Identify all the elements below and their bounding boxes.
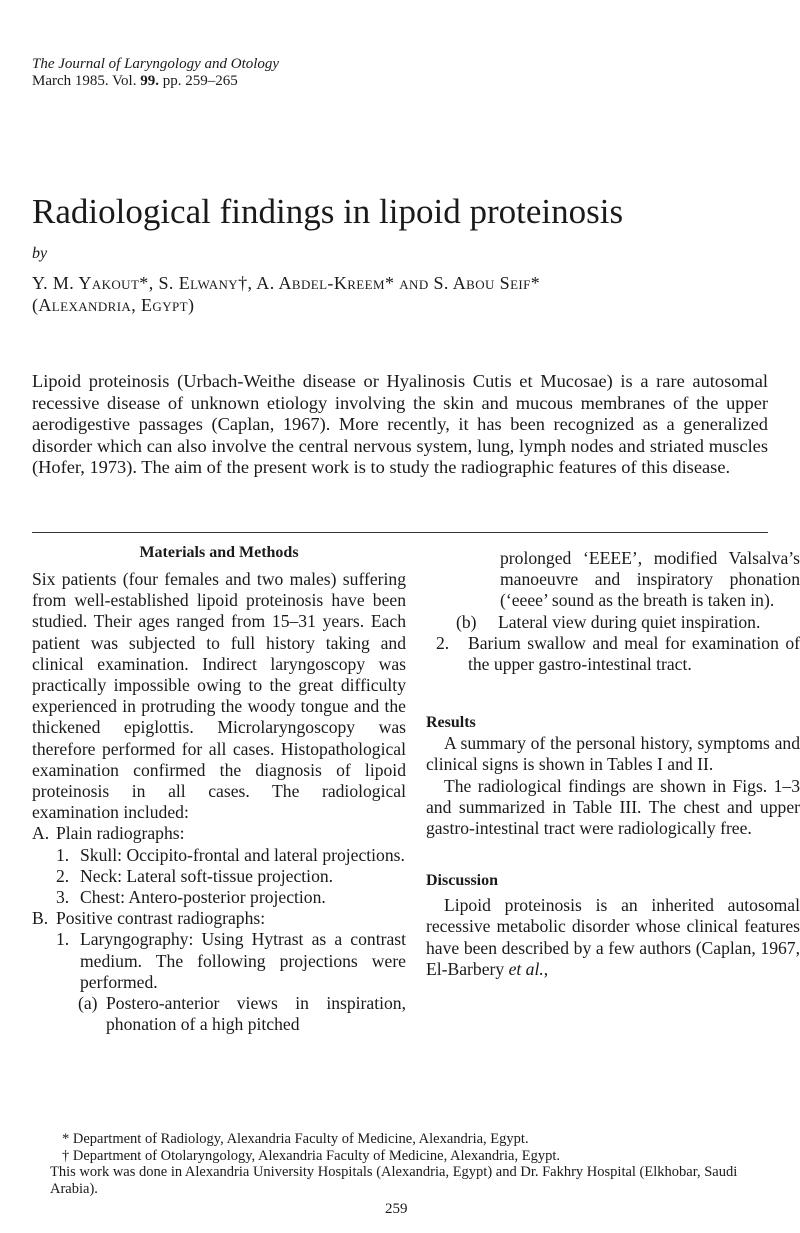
list-item-A2: 2. Neck: Lateral soft-tissue projection. xyxy=(56,865,334,886)
list-item-B2: 2. Barium swallow and meal for examination of the upper gastro-intestinal tract. xyxy=(436,632,800,675)
methods-paragraph: Six patients (four females and two males) suffering from well-established lipoid proteinosis have been studied. Their ages ranged from 15–31 years. Each patient was subjected to full history taking and clinical examination. Indirect laryngoscopy was practically impossible owing to the great difficulty experienced in protruding the woody tongue and the thickened epiglottis. Microlaryngoscopy was therefore performed for all cases. Histopathological examination confirmed the diagnosis of lipoid proteinosis in all cases. The radiological examination included: xyxy=(32,569,406,823)
list-item-B1a-continued: prolonged ‘EEEE’, modified Valsalva’s manoeuvre and inspiratory phonation (‘eeee’ sound as the breath is taken in). xyxy=(500,548,800,611)
abstract: Lipoid proteinosis (Urbach-Weithe disease or Hyalinosis Cutis et Mucosae) is a rare autosomal recessive disease of unknown etiology involving the skin and mucous membranes of the upper aerodigestive passages (Caplan, 1967). More recently, it has been recognized as a generalized disorder which can also involve the central nervous system, lung, lymph nodes and striated muscles (Hofer, 1973). The aim of the present work is to study the radiographic features of this disease. xyxy=(32,371,768,478)
list-item-A3: 3. Chest: Antero-posterior projection. xyxy=(56,887,326,908)
results-paragraph-2: The radiological findings are shown in Figs. 1–3 and summarized in Table III. The chest and upper gastro-intestinal tract were radiologically free. xyxy=(426,775,800,839)
article-title: Radiological findings in lipoid proteinosis xyxy=(32,192,624,231)
list-item-B1a: (a) Postero-anterior views in inspiration, phonation of a high pitched xyxy=(78,993,406,1035)
authors-affiliation: (Alexandria, Egypt) xyxy=(32,295,195,315)
journal-header xyxy=(32,56,279,90)
list-item-B: B. Positive contrast radiographs: xyxy=(32,908,266,929)
journal-citation: March 1985. Vol. 99. pp. 259–265 xyxy=(32,73,238,89)
results-paragraph-1: A summary of the personal history, symptoms and clinical signs is shown in Tables I and II. xyxy=(426,733,800,775)
page-number: 259 xyxy=(385,1201,408,1217)
discussion-paragraph: Lipoid proteinosis is an inherited autosomal recessive metabolic disorder whose clinical features have been described by a few authors (Caplan, 1967, El-Barbery et al., xyxy=(426,895,800,979)
left-column xyxy=(32,542,406,1035)
et-al: et al. xyxy=(508,958,544,979)
list-item-B1b: (b) Lateral view during quiet inspiration. xyxy=(456,611,761,632)
list-item-B1: 1. Laryngography: Using Hytrast as a contrast medium. The following projections were performed. xyxy=(56,929,406,992)
authors-names: Y. M. Yakout*, S. Elwany†, A. Abdel-Kreem* and S. Abou Seif* xyxy=(32,273,541,293)
discussion-heading: Discussion xyxy=(426,872,499,890)
list-item-A1: 1. Skull: Occipito-frontal and lateral projections. xyxy=(56,844,405,865)
methods-heading: Materials and Methods xyxy=(139,544,299,561)
author-list xyxy=(32,272,540,316)
results-heading: Results xyxy=(426,714,476,732)
journal-volume: 99. xyxy=(140,73,159,89)
journal-name: The Journal of Laryngology and Otology xyxy=(32,56,280,72)
byline: by xyxy=(32,245,48,262)
list-item-A: A. Plain radiographs: xyxy=(32,823,185,844)
footnote-radiology: * Department of Radiology, Alexandria Faculty of Medicine, Alexandria, Egypt. xyxy=(62,1131,529,1147)
footnote-otolaryngology: † Department of Otolaryngology, Alexandria Faculty of Medicine, Alexandria, Egypt. xyxy=(62,1147,560,1164)
footnote-work-note: This work was done in Alexandria University Hospitals (Alexandria, Egypt) and Dr. Fakhry Hospital (Elkhobar, Saudi Arabia). xyxy=(50,1164,738,1197)
right-column xyxy=(426,548,800,980)
abstract-divider xyxy=(32,532,768,533)
footnotes xyxy=(32,1131,768,1197)
